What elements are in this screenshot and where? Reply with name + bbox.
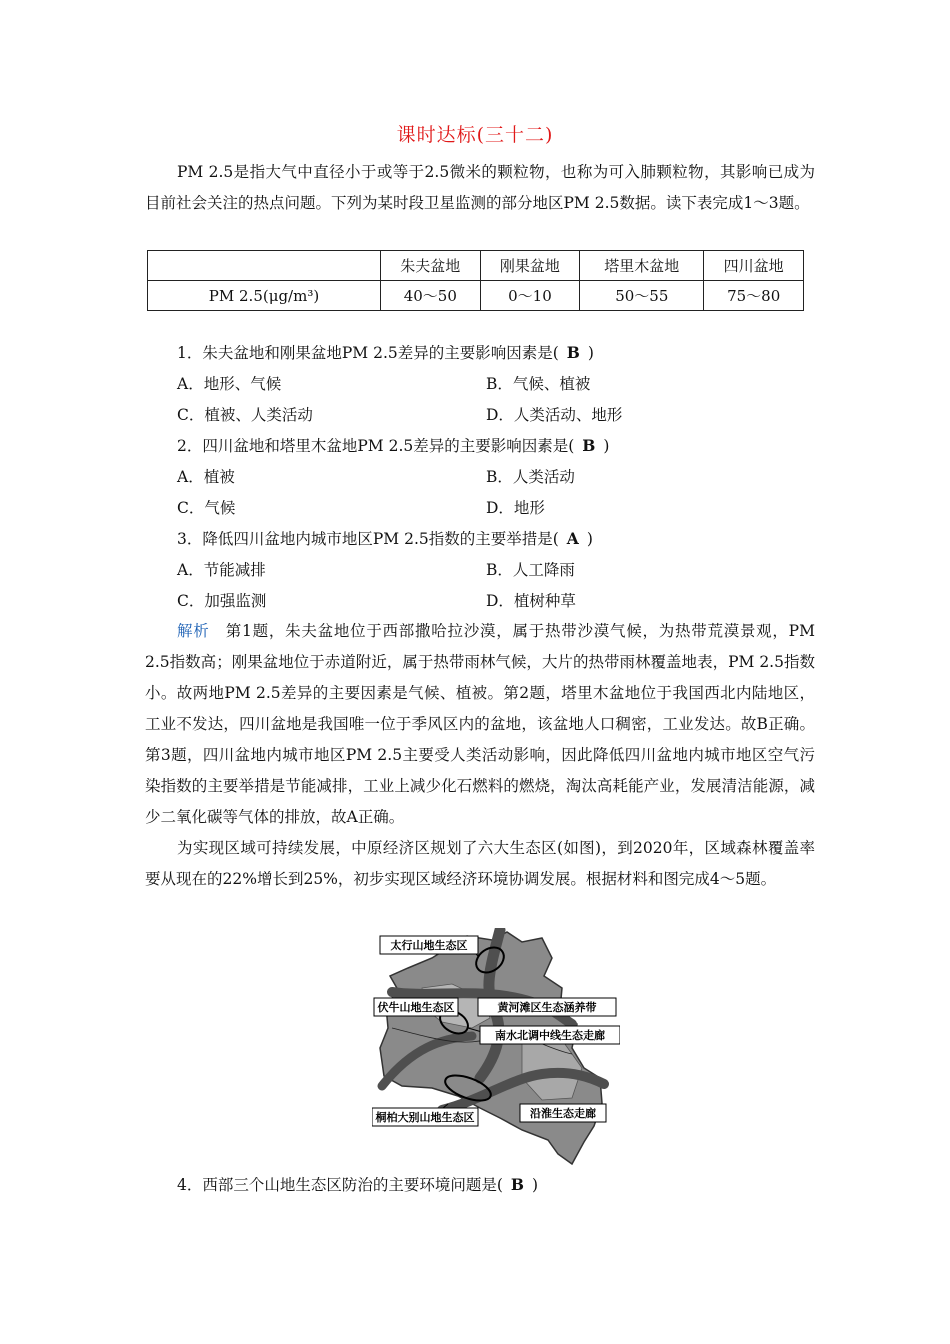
map-label-text: 黄河滩区生态涵养带 <box>497 1001 597 1014</box>
ecozone-map-graphic <box>372 928 620 1168</box>
analysis-paragraph <box>145 616 815 833</box>
answer: B <box>582 436 596 455</box>
option-d: D．植树种草 <box>486 592 576 610</box>
option-a: A．地形、气候 <box>177 375 282 393</box>
question-stem: 2．四川盆地和塔里木盆地PM 2.5差异的主要影响因素是( <box>177 437 575 455</box>
question-close: ) <box>586 530 593 548</box>
table-header-cell: 塔里木盆地 <box>580 251 704 281</box>
question-stem: 1．朱夫盆地和刚果盆地PM 2.5差异的主要影响因素是( <box>177 344 559 362</box>
answer: B <box>510 1175 525 1194</box>
map-label-taihang <box>380 936 478 954</box>
option-a: A．节能减排 <box>177 561 266 579</box>
option-b: B．气候、植被 <box>486 375 591 393</box>
option-c: C．植被、人类活动 <box>177 406 313 424</box>
question-stem: 3．降低四川盆地内城市地区PM 2.5指数的主要举措是( <box>177 530 559 548</box>
map-label-yanhuai <box>520 1104 606 1122</box>
map-label-text: 伏牛山地生态区 <box>377 1001 455 1014</box>
table-header-cell <box>148 251 381 281</box>
map-label-text: 桐柏大别山地生态区 <box>375 1111 475 1124</box>
intro-paragraph-2: 为实现区域可持续发展，中原经济区规划了六大生态区(如图)，到2020年，区域森林覆盖率要从现在的22%增长到25%，初步实现区域经济环境协调发展。根据材料和图完成4～5题。 <box>145 839 815 888</box>
pm25-table <box>147 250 804 311</box>
intro-paragraph-1: PM 2.5是指大气中直径小于或等于2.5微米的颗粒物，也称为可入肺颗粒物，其影响已成为目前社会关注的热点问题。下列为某时段卫星监测的部分地区PM 2.5数据。读下表完成1～3题。 <box>145 163 815 212</box>
analysis-label: 解析 <box>177 622 210 640</box>
option-c: C．加强监测 <box>177 592 267 610</box>
table-cell: 50～55 <box>580 281 704 311</box>
page-title: 课时达标(三十二) <box>396 124 554 146</box>
table-row <box>148 281 804 311</box>
map-label-text: 沿淮生态走廊 <box>530 1107 596 1120</box>
map-label-tongbai <box>372 1108 478 1126</box>
ecozone-map <box>372 928 620 1168</box>
option-d: D．人类活动、地形 <box>486 406 623 424</box>
option-b: B．人类活动 <box>486 468 575 486</box>
answer: A <box>566 529 579 548</box>
option-a: A．植被 <box>177 468 235 486</box>
question-2 <box>177 436 609 456</box>
question-close: ) <box>532 1176 539 1194</box>
option-c: C．气候 <box>177 499 236 517</box>
analysis-text: 第1题，朱夫盆地位于西部撒哈拉沙漠，属于热带沙漠气候，为热带荒漠景观，PM 2.5指数高；刚果盆地位于赤道附近，属于热带雨林气候，大片的热带雨林覆盖地表，PM 2.5指数小。故两地PM 2.5差异的主要因素是气候、植被。第2题，塔里木盆地位于我国西北内陆地区，工业不发达，四川盆地是我国唯一位于季风区内的盆地，该盆地人口稠密，工业发达。故B正确。第3题，四川盆地内城市地区PM 2.5主要受人类活动影响，因此降低四川盆地内城市地区空气污染指数的主要举措是节能减排，工业上减少化石燃料的燃烧，淘汰高耗能产业，发展清洁能源，减少二氧化碳等气体的排放，故A正确。 <box>145 622 815 826</box>
answer: B <box>566 343 580 362</box>
map-label-nanshui <box>480 1026 620 1044</box>
table-header-row <box>148 251 804 281</box>
question-4 <box>177 1175 538 1195</box>
question-3 <box>177 529 593 549</box>
table-header-cell: 四川盆地 <box>704 251 804 281</box>
table-cell: 0～10 <box>480 281 580 311</box>
option-d: D．地形 <box>486 499 545 517</box>
table-cell: 75～80 <box>704 281 804 311</box>
table-header-cell: 朱夫盆地 <box>381 251 481 281</box>
map-label-huanghe <box>478 998 616 1016</box>
option-b: B．人工降雨 <box>486 561 575 579</box>
table-header-cell: 刚果盆地 <box>480 251 580 281</box>
question-close: ) <box>603 437 610 455</box>
table-row-label: PM 2.5(μg/m³) <box>148 281 381 311</box>
question-1 <box>177 343 594 363</box>
map-label-text: 太行山地生态区 <box>390 939 468 952</box>
question-close: ) <box>587 344 594 362</box>
map-label-text: 南水北调中线生态走廊 <box>495 1029 605 1042</box>
question-stem: 4．西部三个山地生态区防治的主要环境问题是( <box>177 1176 503 1194</box>
map-label-funiu <box>374 998 458 1016</box>
table-cell: 40～50 <box>381 281 481 311</box>
